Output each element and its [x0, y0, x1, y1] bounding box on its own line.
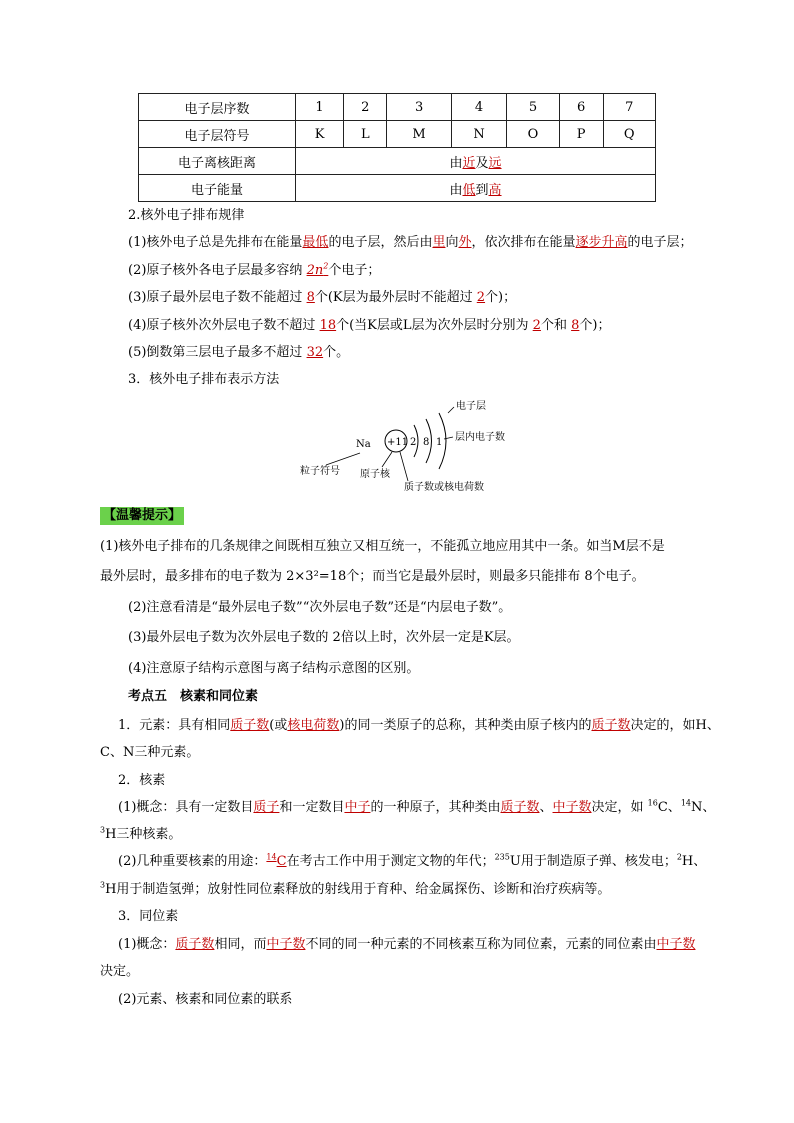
tip-paragraph: (4)注意原子结构示意图与离子结构示意图的区别。	[128, 661, 420, 676]
text: 个电子；	[328, 263, 381, 278]
text: N、	[691, 800, 716, 815]
leader-line	[444, 437, 453, 439]
text: (4)原子核外次外层电子数不超过	[128, 318, 320, 333]
table-row	[139, 148, 656, 175]
rule-3	[128, 288, 516, 308]
answer-text: 中子数	[656, 937, 696, 952]
text: 1．元素：具有相同	[118, 718, 231, 733]
label-shell-electrons: 层内电子数	[455, 432, 505, 443]
answer-text: 质子	[253, 800, 280, 815]
label-particle-symbol: 粒子符号	[300, 466, 340, 477]
rule-2	[128, 261, 380, 281]
paragraph	[118, 716, 720, 736]
tip-badge: 【温馨提示】	[100, 507, 184, 525]
table-row	[139, 121, 656, 148]
superscript: 3	[100, 825, 106, 835]
text: (2)几种重要核素的用途：	[118, 854, 267, 869]
tip-paragraph: (1)核外电子排布的几条规律之间既相互独立又相互统一，不能孤立地应用其中一条。如当M层不是	[100, 539, 665, 554]
text: H、	[681, 854, 707, 869]
text: H三种核素。	[105, 827, 182, 842]
cell-text: 到	[475, 182, 489, 198]
tip-paragraph: 最外层时，最多排布的电子数为 2×3²=18个；而当它是最外层时，则最多只能排布 8个电子。	[100, 569, 645, 584]
leader-line	[448, 407, 454, 413]
answer-text: 质子数	[500, 800, 540, 815]
text: 向	[445, 235, 459, 250]
electron-shell-table	[138, 93, 656, 202]
superscript: 3	[100, 880, 106, 890]
text: (3)原子最外层电子数不能超过	[128, 290, 307, 305]
text: 、	[539, 800, 553, 815]
table-cell: O	[507, 121, 559, 148]
tip-badge-line	[100, 506, 184, 526]
atomic-structure-diagram	[296, 395, 536, 500]
table-cell: L	[344, 121, 387, 148]
text: U用于制造原子弹、核发电；	[509, 854, 677, 869]
answer-text: 里	[432, 235, 446, 250]
label-proton-number: 质子数或核电荷数	[404, 482, 484, 493]
table-cell: 1	[296, 94, 344, 121]
answer-text: 高	[488, 182, 502, 198]
rule-1	[128, 233, 693, 253]
text: 个(当K层或L层为次外层时分别为	[336, 318, 533, 333]
table-merged-cell	[296, 148, 656, 175]
answer-text: 逐步升高	[575, 235, 628, 250]
superscript: 14	[680, 798, 691, 808]
table-cell: 4	[451, 94, 507, 121]
cell-text: 由	[449, 182, 463, 198]
answer-text: 质子数	[591, 718, 631, 733]
text: (1)概念：	[118, 937, 176, 952]
table-header-cell: 电子能量	[139, 175, 296, 202]
text: 个)；	[579, 318, 611, 333]
section-title: 2.核外电子排布规律	[128, 208, 245, 223]
text: 个。	[323, 345, 350, 360]
answer-text: 远	[488, 155, 502, 171]
cell-text: 及	[475, 155, 489, 171]
table-cell: M	[387, 121, 451, 148]
table-cell: N	[451, 121, 507, 148]
table-cell: P	[559, 121, 603, 148]
answer-text: 8	[306, 290, 315, 305]
superscript: 14	[266, 852, 277, 862]
paragraph	[118, 798, 715, 818]
answer-text	[307, 263, 329, 278]
answer-text: 32	[306, 345, 324, 360]
text: 不同的同一种元素的不同核素互称为同位素，元素的同位素由	[305, 937, 657, 952]
subsection-title: 2．核素	[118, 773, 166, 788]
leader-line	[400, 452, 408, 481]
tip-paragraph: (3)最外层电子数为次外层电子数的 2倍以上时，次外层一定是K层。	[128, 630, 520, 645]
text: (5)倒数第三层电子最多不超过	[128, 345, 307, 360]
answer-text: 18	[319, 318, 337, 333]
electron-count: 2	[410, 437, 417, 448]
table-cell: 6	[559, 94, 603, 121]
text: )的同一类原子的总称，其种类由原子核内的	[339, 718, 592, 733]
text: H用于制造氢弹；放射性同位素释放的射线用于育种、给金属探伤、诊断和治疗疾病等。	[105, 882, 611, 897]
table-cell: 2	[344, 94, 387, 121]
table-cell: 7	[603, 94, 655, 121]
leader-line	[382, 452, 392, 467]
answer-text: 质子数	[175, 937, 215, 952]
table-merged-cell	[296, 175, 656, 202]
paragraph: (2)元素、核素和同位素的联系	[118, 992, 293, 1007]
answer-text: 中子	[344, 800, 371, 815]
section-title: 考点五 核素和同位素	[128, 689, 259, 704]
text: 决定，如	[591, 800, 648, 815]
superscript: 2	[676, 852, 682, 862]
answer-text: 外	[458, 235, 472, 250]
label-shell: 电子层	[456, 401, 486, 412]
table-header-cell: 电子层序数	[139, 94, 296, 121]
text: 相同，而	[214, 937, 267, 952]
element-symbol: Na	[356, 439, 371, 450]
text: 的电子层；	[627, 235, 693, 250]
table-cell: Q	[603, 121, 655, 148]
cell-text: 由	[449, 155, 463, 171]
paragraph	[100, 880, 610, 900]
text: 个)；	[485, 290, 517, 305]
answer-text: 中子数	[552, 800, 592, 815]
table-row	[139, 94, 656, 121]
text: (2)原子核外各电子层最多容纳	[128, 263, 307, 278]
text: 决定的，如H、	[630, 718, 720, 733]
text: 个(K层为最外层时不能超过	[314, 290, 477, 305]
electron-count: 1	[436, 437, 443, 448]
text: ，依次排布在能量	[471, 235, 576, 250]
paragraph	[118, 935, 696, 955]
subsection-title: 3．同位素	[118, 909, 179, 924]
table-header-cell: 电子离核距离	[139, 148, 296, 175]
table-cell: 3	[387, 94, 451, 121]
text: 个和	[540, 318, 572, 333]
rule-5	[128, 343, 349, 363]
nucleus-charge: +11	[387, 437, 409, 448]
electron-count: 8	[423, 437, 430, 448]
answer-text: 最低	[302, 235, 329, 250]
paragraph: C、N三种元素。	[100, 745, 200, 760]
answer-text: 低	[462, 182, 476, 198]
table-row	[139, 175, 656, 202]
answer-text: 2	[532, 318, 541, 333]
answer-text: 近	[462, 155, 476, 171]
text: (1)核外电子总是先排布在能量	[128, 235, 303, 250]
superscript: 235	[494, 852, 510, 862]
answer-text: 8	[571, 318, 580, 333]
answer-text: 质子数	[230, 718, 270, 733]
label-nucleus: 原子核	[360, 469, 390, 480]
table-cell: K	[296, 121, 344, 148]
section-title: 3．核外电子排布表示方法	[128, 372, 280, 387]
text: 的电子层，然后由	[328, 235, 433, 250]
leader-line	[326, 453, 360, 465]
text: (1)概念：具有一定数目	[118, 800, 254, 815]
answer-text: 2	[476, 290, 486, 305]
table-header-cell: 电子层符号	[139, 121, 296, 148]
paragraph	[118, 852, 706, 872]
text: (或	[269, 718, 288, 733]
answer-text: C	[276, 854, 287, 869]
answer-text: 核电荷数	[287, 718, 340, 733]
text: C、	[657, 800, 681, 815]
answer-text: 中子数	[266, 937, 306, 952]
tip-paragraph: (2)注意看清是“最外层电子数”“次外层电子数”还是“内层电子数”。	[128, 600, 512, 615]
paragraph: 决定。	[100, 964, 140, 979]
text: 的一种原子，其种类由	[370, 800, 501, 815]
rule-4	[128, 316, 610, 336]
superscript: 16	[647, 798, 658, 808]
answer-base: 2n	[306, 263, 324, 278]
table-cell: 5	[507, 94, 559, 121]
superscript: 2	[323, 261, 329, 271]
text: 和一定数目	[279, 800, 345, 815]
paragraph	[100, 825, 181, 845]
text: 在考古工作中用于测定文物的年代；	[286, 854, 495, 869]
